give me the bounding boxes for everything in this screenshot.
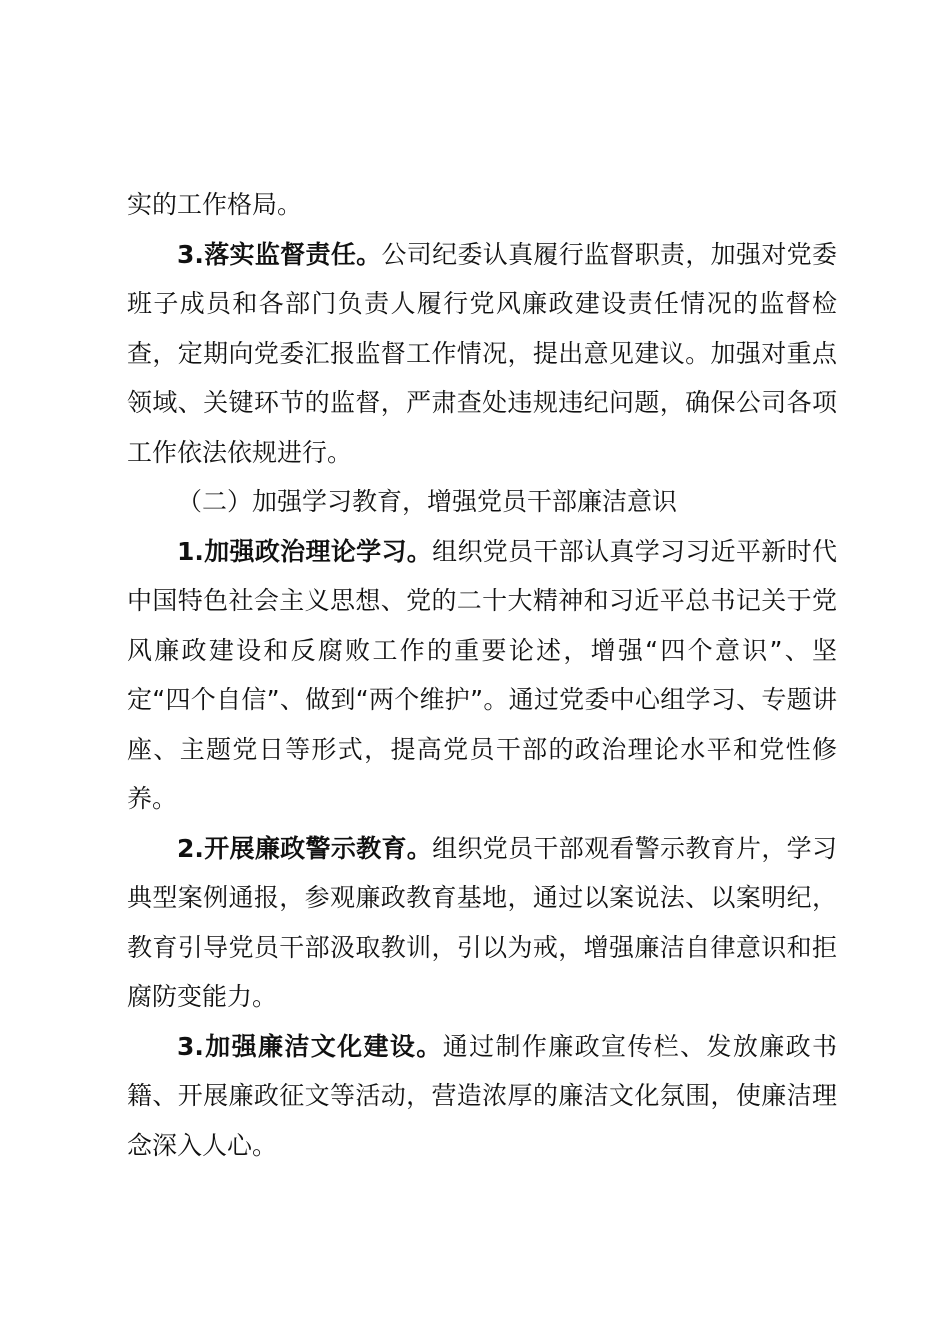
paragraph-text: 组织党员干部认真学习习近平新时代中国特色社会主义思想、党的二十大精神和习近平总书记关于党风廉政建设和反腐败工作的重要论述，增强“四个意识”、坚定“四个自信”、做到“两个维护”。通过党委中心组学习、专题讲座、主题党日等形式，提高党员干部的政治理论水平和党性修养。 <box>127 536 837 813</box>
paragraph-text: 通过制作廉政宣传栏、发放廉政书籍、开展廉政征文等活动，营造浓厚的廉洁文化氛围，使廉洁理念深入人心。 <box>127 1031 837 1160</box>
paragraph-text: 组织党员干部观看警示教育片，学习典型案例通报，参观廉政教育基地，通过以案说法、以案明纪，教育引导党员干部汲取教训，引以为戒，增强廉洁自律意识和拒腐防变能力。 <box>127 833 837 1011</box>
paragraph-continuation <box>127 180 837 230</box>
paragraph-text: 公司纪委认真履行监督职责，加强对党委班子成员和各部门负责人履行党风廉政建设责任情况的监督检查，定期向党委汇报监督工作情况，提出意见建议。加强对重点领域、关键环节的监督，严肃查处违规违纪问题，确保公司各项工作依法依规进行。 <box>127 239 837 467</box>
paragraph-warning-education <box>127 824 837 1022</box>
paragraph-integrity-culture <box>127 1022 837 1171</box>
paragraph-heading: 1.加强政治理论学习。 <box>177 536 433 566</box>
paragraph-heading: 3.加强廉洁文化建设。 <box>177 1031 443 1061</box>
document-body <box>127 180 837 1170</box>
paragraph-heading: 3.落实监督责任。 <box>177 239 382 269</box>
paragraph-text: 实的工作格局。 <box>127 190 303 219</box>
section-heading-education <box>127 477 837 527</box>
section-heading-text: （二）加强学习教育，增强党员干部廉洁意识 <box>177 487 678 516</box>
paragraph-heading: 2.开展廉政警示教育。 <box>177 833 433 863</box>
paragraph-political-study <box>127 527 837 824</box>
paragraph-supervision-responsibility <box>127 230 837 478</box>
